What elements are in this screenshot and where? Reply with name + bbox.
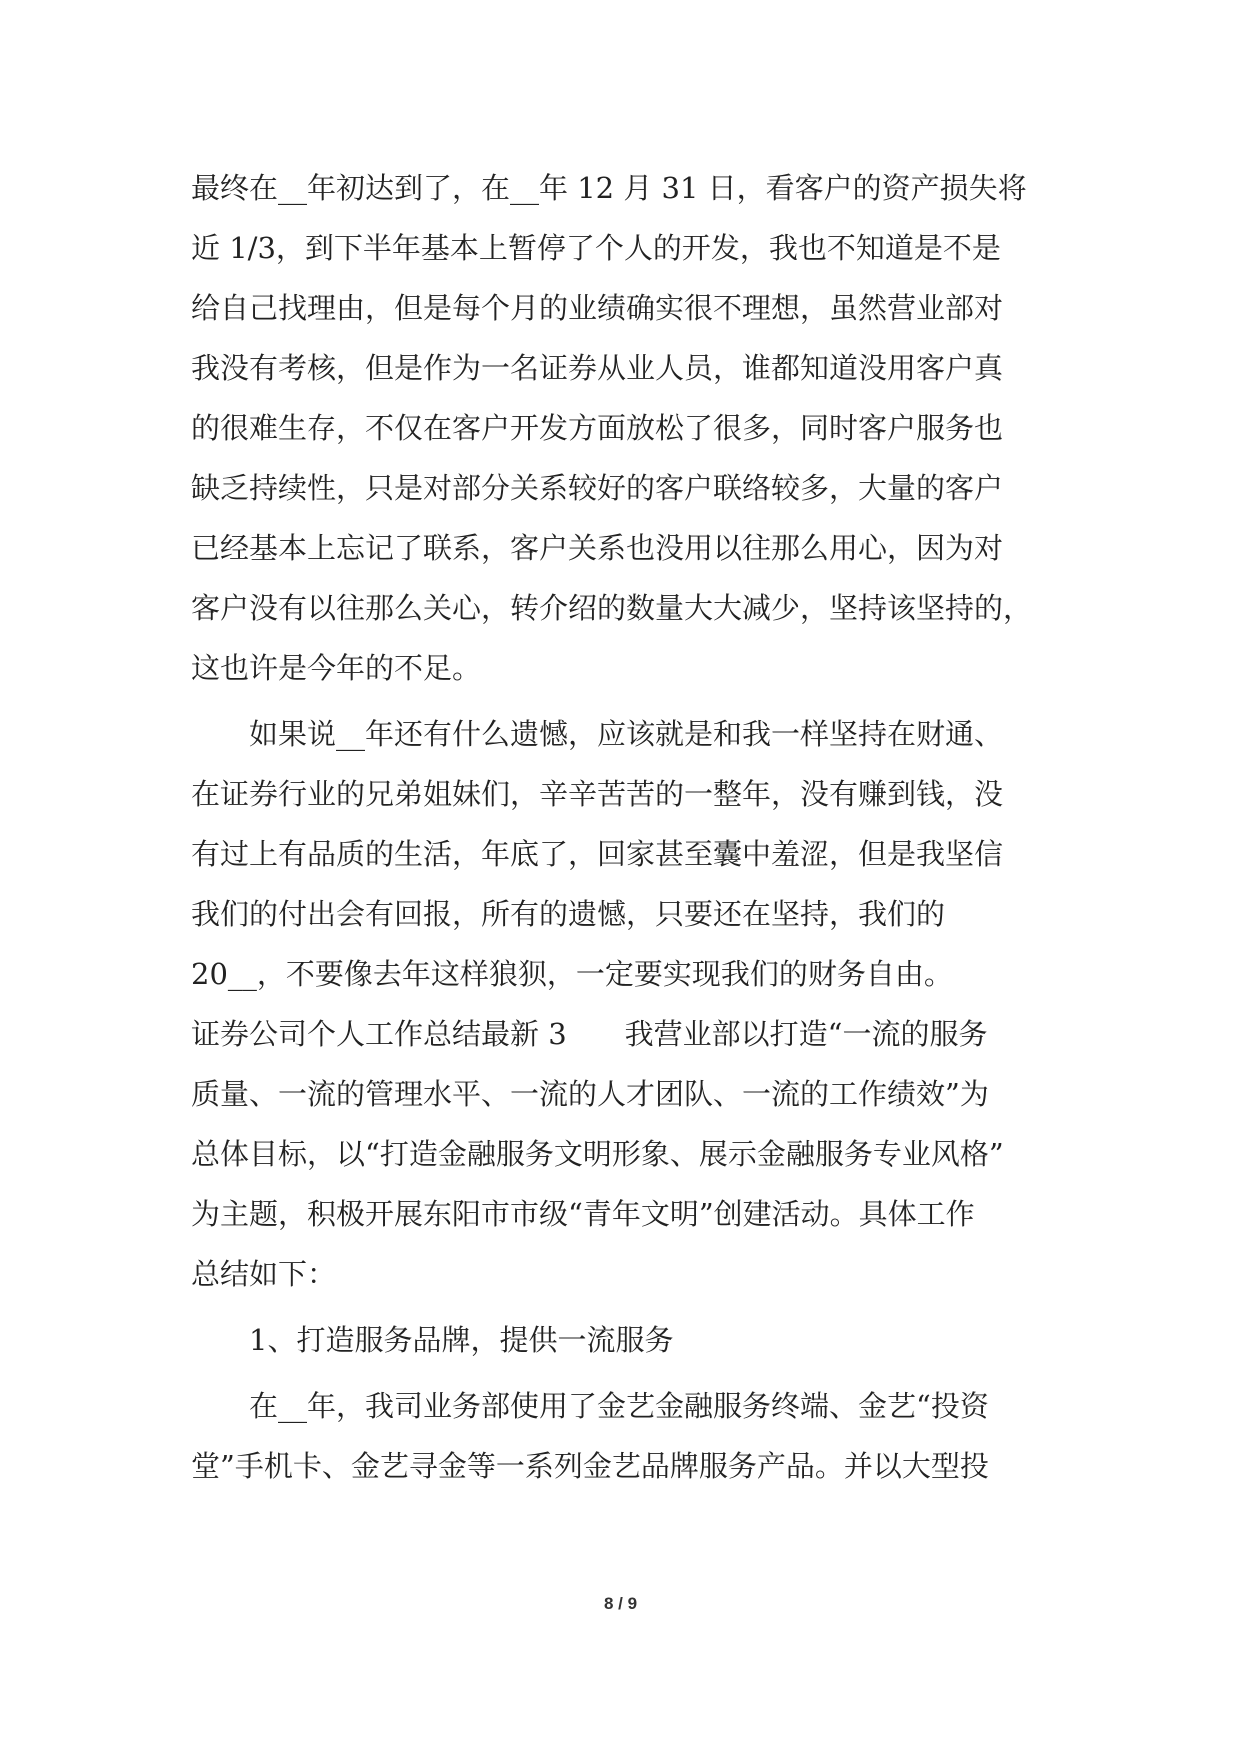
text-line: 质量、一流的管理水平、一流的人才团队、一流的工作绩效”为 [191,1077,989,1111]
text-line: 已经基本上忘记了联系，客户关系也没用以往那么用心，因为对 [191,531,1004,565]
text-line: 我没有考核，但是作为一名证券从业人员，谁都知道没用客户真 [191,351,1004,385]
text-line: 客户没有以往那么关心，转介绍的数量大大减少，坚持该坚持的， [191,591,1033,625]
text-line: 堂”手机卡、金艺寻金等一系列金艺品牌服务产品。并以大型投 [191,1449,989,1483]
text-line: 我们的付出会有回报，所有的遗憾，只要还在坚持，我们的 [191,897,946,931]
page-number: 8 / 9 [603,1594,638,1613]
text-line: 20__，不要像去年这样狼狈，一定要实现我们的财务自由。 [191,957,953,991]
text-line: 总体目标，以“打造金融服务文明形象、展示金融服务专业风格” [191,1137,1004,1171]
paragraph-first-line: 如果说__年还有什么遗憾，应该就是和我一样坚持在财通、 [249,717,1004,751]
text-line: 有过上有品质的生活，年底了，回家甚至囊中羞涩，但是我坚信 [191,837,1004,871]
text-line: 近 1/3，到下半年基本上暂停了个人的开发，我也不知道是不是 [191,231,1001,265]
section-heading-line: 证券公司个人工作总结最新 3 我营业部以打造“一流的服务 [191,1017,988,1051]
text-line: 在证券行业的兄弟姐妹们，辛辛苦苦的一整年，没有赚到钱，没 [191,777,1004,811]
text-line: 最终在__年初达到了，在__年 12 月 31 日，看客户的资产损失将 [191,171,1027,205]
list-item-heading: 1、打造服务品牌，提供一流服务 [249,1323,674,1357]
paragraph-first-line: 在__年，我司业务部使用了金艺金融服务终端、金艺“投资 [249,1389,989,1423]
text-line: 总结如下： [191,1257,337,1291]
text-line: 这也许是今年的不足。 [191,651,482,685]
text-line: 为主题，积极开展东阳市市级“青年文明”创建活动。具体工作 [191,1197,975,1231]
text-line: 给自己找理由，但是每个月的业绩确实很不理想，虽然营业部对 [191,291,1004,325]
text-line: 缺乏持续性，只是对部分关系较好的客户联络较多，大量的客户 [191,471,1004,505]
text-line: 的很难生存，不仅在客户开发方面放松了很多，同时客户服务也 [191,411,1004,445]
